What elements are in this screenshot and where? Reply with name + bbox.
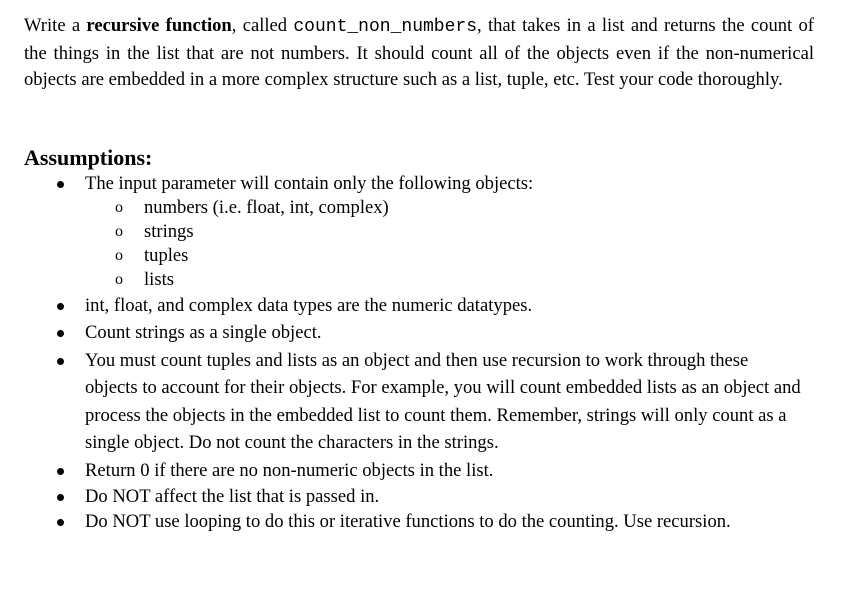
bullet-icon [57, 358, 64, 365]
bullet-icon [57, 468, 64, 475]
function-name-code: count_non_numbers [293, 17, 478, 37]
bullet-icon [57, 181, 64, 188]
sub-bullet-icon: o [115, 199, 123, 216]
bullet-item: int, float, and complex data types are the numeric datatypes. [85, 295, 533, 316]
sub-bullet-icon: o [115, 247, 123, 264]
bullet-icon [57, 519, 64, 526]
bullet-icon [57, 494, 64, 501]
assumptions-heading: Assumptions: [24, 145, 153, 170]
bullet-icon [57, 303, 64, 310]
intro-text-mid: , called [231, 15, 294, 36]
bullet-icon [57, 330, 64, 337]
bullet-item: Do NOT affect the list that is passed in. [85, 486, 380, 507]
sub-bullet-icon: o [115, 271, 123, 288]
intro-bold-term: recursive function [86, 15, 232, 36]
intro-paragraph [24, 13, 814, 94]
intro-text-end: , that takes in a list and returns the count of the things in the list that are not numbers. It should count all of the objects even if the non-numerical objects are embedded in a more complex structure such as a list, tuple, etc. Test your code thoroughly. [24, 15, 814, 91]
bullet-item: Do NOT use looping to do this or iterative functions to do the counting. Use recursion. [85, 511, 731, 532]
sub-bullet-icon: o [115, 223, 123, 240]
bullet-item: Return 0 if there are no non-numeric objects in the list. [85, 460, 494, 481]
intro-text-start: Write a [24, 15, 87, 36]
bullet-item: Count strings as a single object. [85, 322, 322, 343]
bullet-item: You must count tuples and lists as an object and then use recursion to work through these objects to account for their objects. For example, you will count embedded lists as an object and process the objects in the embedded list to count them. Remember, strings will only count as a single object. Do not count the characters in the strings. [85, 350, 801, 454]
sub-item: tuples [144, 245, 189, 266]
bullet-item: The input parameter will contain only the following objects: [85, 173, 534, 194]
sub-item: numbers (i.e. float, int, complex) [144, 197, 389, 218]
sub-item: strings [144, 221, 194, 242]
sub-item: lists [144, 269, 174, 290]
